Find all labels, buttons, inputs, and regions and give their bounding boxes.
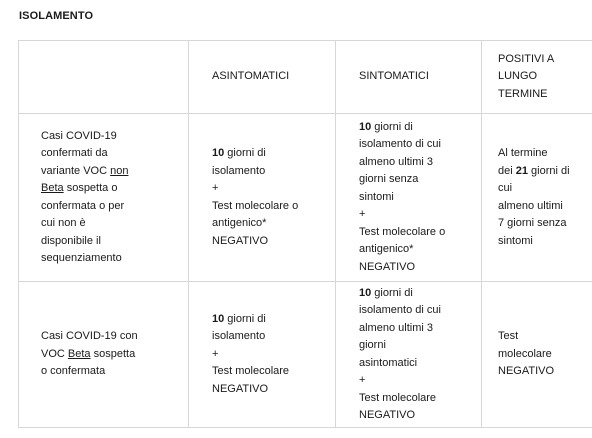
- cell-line: NEGATIVO: [212, 382, 269, 395]
- table-row: [19, 114, 592, 282]
- cell-line: NEGATIVO: [359, 260, 416, 273]
- header-long-term-line: LUNGO: [498, 70, 538, 83]
- header-empty: [19, 41, 189, 114]
- cell-line: molecolare: [498, 347, 552, 360]
- asymptomatic-cell: [189, 114, 336, 282]
- underlined-text: Beta: [67, 347, 91, 360]
- header-long-term-line: POSITIVI A: [498, 52, 555, 65]
- cell-line: 10 giorni di: [212, 312, 266, 325]
- cell-line: 10 giorni di: [359, 286, 413, 299]
- table-header-row: [19, 41, 592, 114]
- row-label-line: Casi COVID-19 con: [41, 330, 138, 343]
- cell-line: Test molecolare o: [359, 225, 446, 238]
- row-label-line: o confermata: [41, 365, 106, 378]
- days-value: 21: [515, 164, 528, 177]
- table-row: [19, 282, 592, 428]
- cell-line: cui: [498, 182, 513, 194]
- row-label-line: Beta sospetta o: [41, 182, 118, 194]
- cell-line: Test molecolare: [212, 365, 290, 378]
- symptomatic-cell: [336, 282, 482, 428]
- underlined-text: Beta: [41, 182, 64, 194]
- section-title: ISOLAMENTO: [19, 10, 94, 22]
- row-label-line: confermata o per: [41, 199, 125, 212]
- cell-line: sintomi: [359, 190, 394, 203]
- row-label-line: disponibile il: [41, 234, 101, 247]
- symptomatic-cell: [336, 114, 482, 282]
- cell-line: giorni senza: [359, 173, 419, 186]
- row-label-cell: [19, 114, 189, 282]
- cell-line: Al termine: [498, 147, 548, 159]
- cell-line: +: [359, 208, 366, 221]
- cell-line: Test molecolare: [359, 391, 437, 404]
- row-label-line: confermati da: [41, 147, 108, 159]
- row-label-line: cui non è: [41, 217, 86, 229]
- cell-line: +: [212, 347, 219, 360]
- asymptomatic-cell: [189, 282, 336, 428]
- row-label-line: Casi COVID-19: [41, 129, 117, 142]
- row-label-line: VOC Beta sospetta: [41, 347, 136, 360]
- cell-line: isolamento: [212, 164, 266, 177]
- cell-line: Test molecolare o: [212, 199, 299, 212]
- cell-line: NEGATIVO: [498, 365, 555, 378]
- cell-line: dei 21 giorni di: [498, 164, 570, 177]
- cell-line: almeno ultimi 3: [359, 321, 433, 334]
- days-value: 10: [212, 147, 225, 159]
- cell-line: Test: [498, 330, 519, 343]
- header-asymptomatic: ASINTOMATICI: [189, 41, 336, 114]
- days-value: 10: [212, 312, 225, 325]
- cell-line: 10 giorni di: [212, 147, 266, 159]
- cell-line: +: [359, 374, 366, 386]
- header-long-term-line: TERMINE: [498, 87, 548, 100]
- row-label-line: variante VOC non: [41, 164, 129, 177]
- isolation-table: [18, 40, 592, 428]
- cell-line: 10 giorni di: [359, 120, 413, 133]
- cell-line: sintomi: [498, 234, 533, 247]
- row-label-cell: [19, 282, 189, 428]
- long-term-cell: [482, 114, 592, 282]
- cell-line: 7 giorni senza: [498, 217, 567, 229]
- cell-line: isolamento: [212, 330, 266, 343]
- underlined-text: non: [110, 164, 129, 177]
- row-label-line: sequenziamento: [41, 252, 122, 264]
- cell-line: almeno ultimi 3: [359, 155, 433, 168]
- days-value: 10: [359, 286, 372, 299]
- cell-line: giorni: [359, 339, 386, 351]
- cell-line: antigenico*: [212, 217, 267, 229]
- cell-line: isolamento di cui: [359, 304, 441, 316]
- cell-line: asintomatici: [359, 356, 418, 369]
- header-symptomatic: SINTOMATICI: [336, 41, 482, 114]
- cell-line: NEGATIVO: [359, 409, 416, 421]
- cell-line: almeno ultimi: [498, 199, 563, 212]
- header-long-term: [482, 41, 592, 114]
- long-term-cell: [482, 282, 592, 428]
- days-value: 10: [359, 120, 372, 133]
- cell-line: +: [212, 182, 219, 194]
- cell-line: NEGATIVO: [212, 234, 269, 247]
- cell-line: isolamento di cui: [359, 138, 441, 151]
- cell-line: antigenico*: [359, 243, 414, 256]
